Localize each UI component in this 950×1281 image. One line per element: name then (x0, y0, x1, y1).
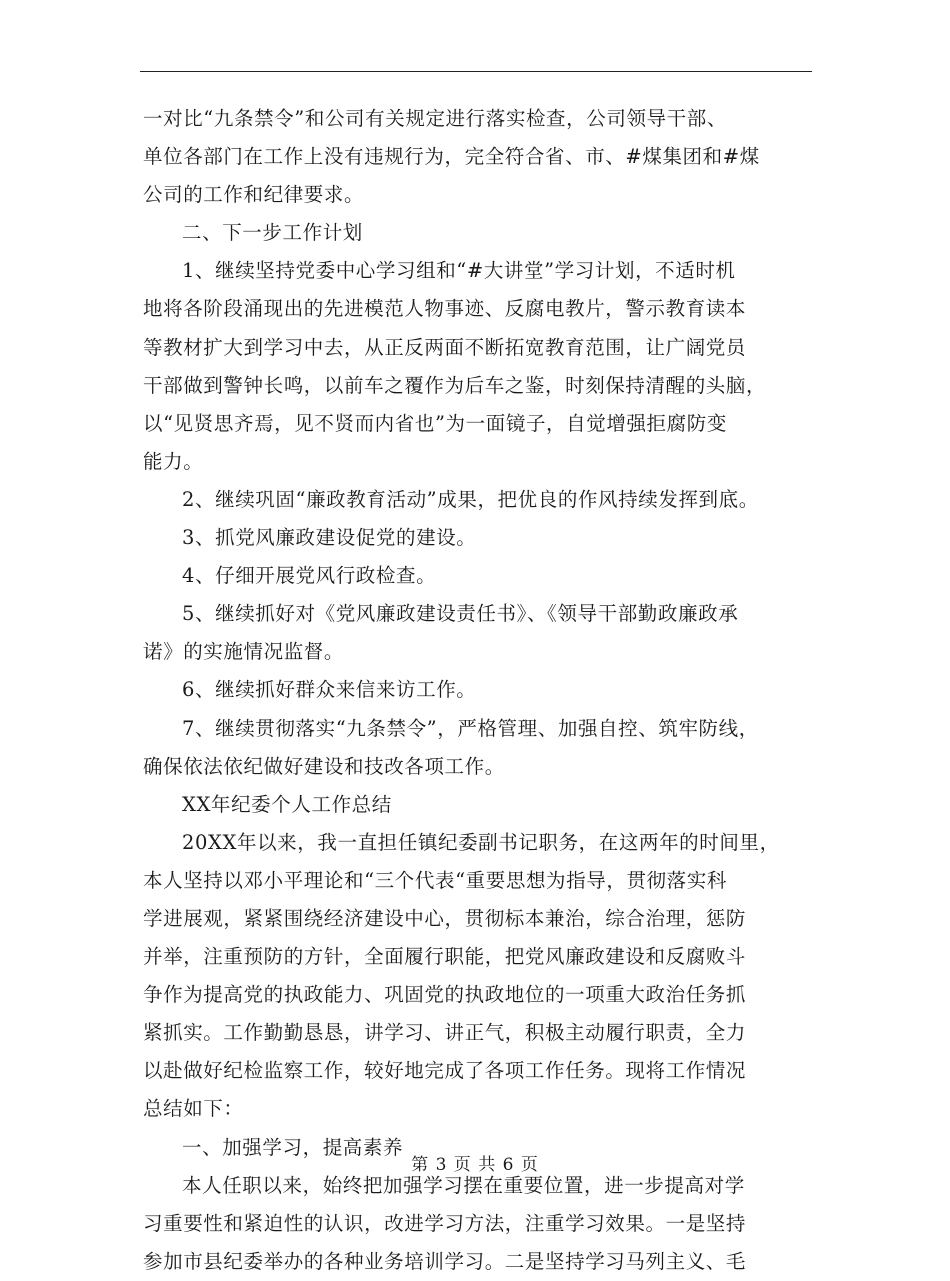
text-line: 习重要性和紧迫性的认识，改进学习方法，注重学习效果。一是坚持 (143, 1211, 747, 1235)
text-line: 公司的工作和纪律要求。 (143, 183, 365, 207)
text-line: 3、抓党风廉政建设促党的建设。 (182, 526, 477, 550)
text-line: 参加市县纪委举办的各种业务培训学习。二是坚持学习马列主义、毛 (143, 1249, 747, 1273)
text-line: 学进展观，紧紧围绕经济建设中心，贯彻标本兼治，综合治理，惩防 (143, 906, 747, 930)
text-line: 等教材扩大到学习中去，从正反两面不断拓宽教育范围，让广阔党员 (143, 335, 747, 359)
text-line: 地将各阶段涌现出的先进模范人物事迹、反腐电教片，警示教育读本 (143, 297, 747, 321)
header-rule (140, 71, 812, 72)
page-number-footer: 第 3 页 共 6 页 (411, 1155, 539, 1175)
text-line: 以赴做好纪检监察工作，较好地完成了各项工作任务。现将工作情况 (143, 1059, 747, 1083)
text-line: 干部做到警钟长鸣，以前车之覆作为后车之鉴，时刻保持清醒的头脑， (143, 373, 767, 397)
text-line: 本人任职以来，始终把加强学习摆在重要位置，进一步提高对学 (182, 1173, 745, 1197)
text-line: 诺》的实施情况监督。 (143, 640, 345, 664)
text-line: 争作为提高党的执政能力、巩固党的执政地位的一项重大政治任务抓 (143, 983, 747, 1007)
text-line: 一对比“九条禁令”和公司有关规定进行落实检查，公司领导干部、 (143, 107, 727, 130)
text-line: 单位各部门在工作上没有违规行为，完全符合省、市、#煤集团和#煤 (143, 145, 760, 169)
text-line: 能力。 (143, 449, 204, 473)
text-line: 并举，注重预防的方针，全面履行职能，把党风廉政建设和反腐败斗 (143, 945, 747, 969)
text-line: 6、继续抓好群众来信来访工作。 (182, 678, 477, 702)
text-line: 20XX年以来，我一直担任镇纪委副书记职务，在这两年的时间里， (182, 830, 780, 854)
text-line: 本人坚持以邓小平理论和“三个代表“重要思想为指导，贯彻落实科 (143, 868, 727, 892)
text-line: 紧抓实。工作勤勤恳恳，讲学习、讲正气，积极主动履行职责，全力 (143, 1021, 747, 1045)
text-line: 确保依法依纪做好建设和技改各项工作。 (143, 754, 505, 778)
text-line: 一、加强学习，提高素养 (182, 1135, 404, 1159)
text-line: 二、下一步工作计划 (182, 221, 363, 245)
text-line: 7、继续贯彻落实“九条禁令”，严格管理、加强自控、筑牢防线， (182, 716, 759, 740)
document-body (143, 100, 833, 1281)
text-line: 以“见贤思齐焉，见不贤而内省也”为一面镜子，自觉增强拒腐防变 (143, 411, 727, 435)
text-line: 5、继续抓好对《党风廉政建设责任书》、《领导干部勤政廉政承 (182, 602, 739, 626)
text-line: 1、继续坚持党委中心学习组和“#大讲堂”学习计划，不适时机 (182, 259, 736, 283)
text-line: 4、仔细开展党风行政检查。 (182, 564, 437, 588)
text-line: 总结如下： (143, 1097, 244, 1121)
text-line: 2、继续巩固“廉政教育活动”成果，把优良的作风持续发挥到底。 (182, 487, 759, 511)
text-line: XX年纪委个人工作总结 (182, 792, 392, 816)
